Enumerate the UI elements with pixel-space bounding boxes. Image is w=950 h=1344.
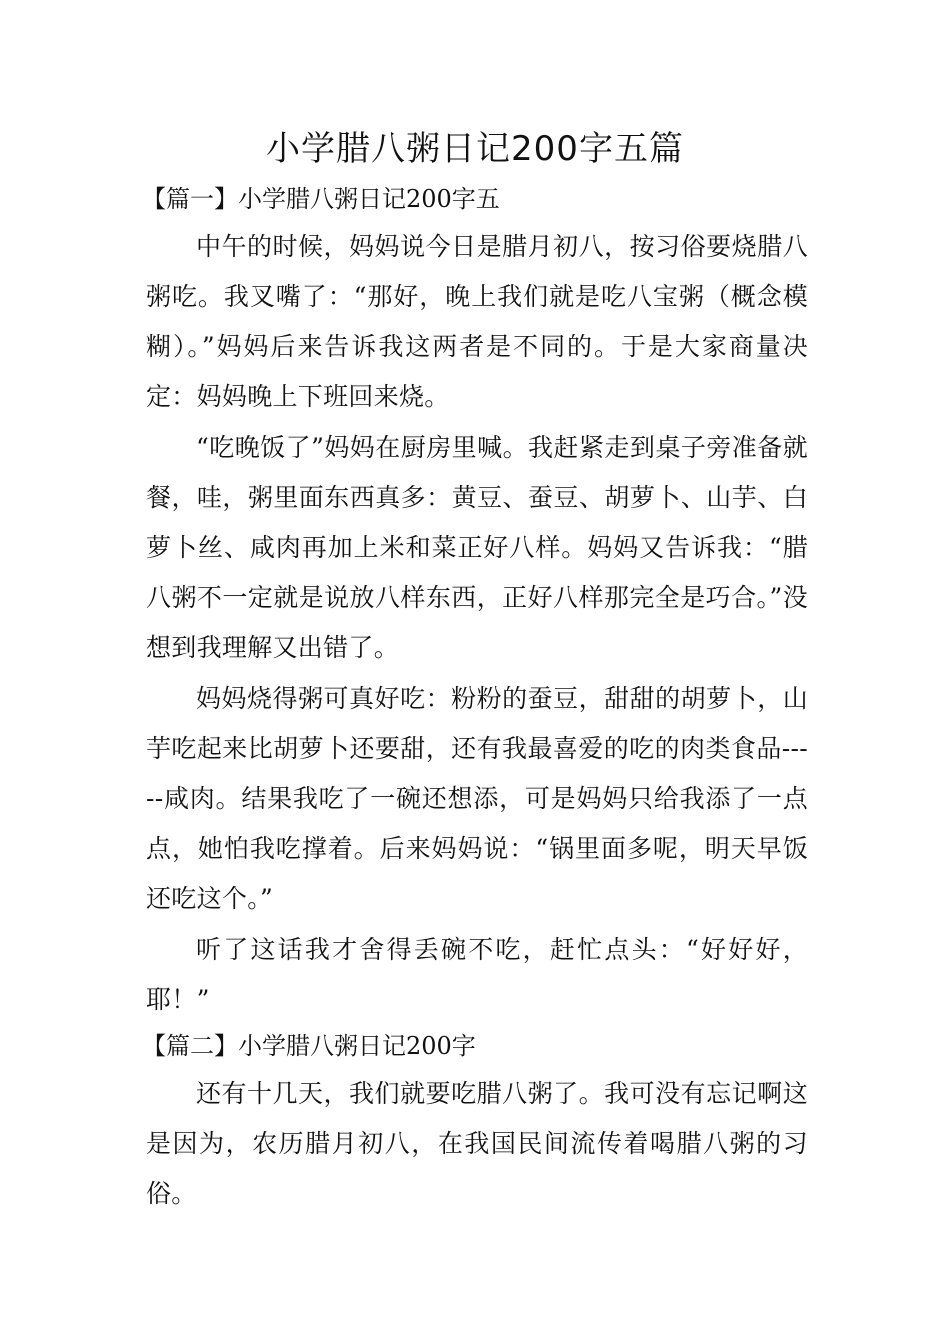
paragraph: “吃晚饭了”妈妈在厨房里喊。我赶紧走到桌子旁准备就餐，哇，粥里面东西真多：黄豆、蚕豆、胡萝卜、山芋、白萝卜丝、咸肉再加上米和菜正好八样。妈妈又告诉我：“腊八粥不一定就是说放八样东西，正好八样那完全是巧合。”没想到我理解又出错了。 — [146, 433, 808, 662]
paragraph: 中午的时候，妈妈说今日是腊月初八，按习俗要烧腊八粥吃。我叉嘴了：“那好，晚上我们就是吃八宝粥（概念模糊）。”妈妈后来告诉我这两者是不同的。于是大家商量决定：妈妈晚上下班回来烧。 — [146, 232, 808, 411]
paragraph: 还有十几天，我们就要吃腊八粥了。我可没有忘记啊这是因为，农历腊月初八，在我国民间流传着喝腊八粥的习俗。 — [146, 1079, 808, 1208]
paragraph: 听了这话我才舍得丢碗不吃，赶忙点头：“好好好，耶！” — [146, 935, 808, 1014]
document-body — [142, 179, 808, 1220]
paragraph: 妈妈烧得粥可真好吃：粉粉的蚕豆，甜甜的胡萝卜，山芋吃起来比胡萝卜还要甜，还有我最喜爱的吃的肉类食品-----咸肉。结果我吃了一碗还想添，可是妈妈只给我添了一点点，她怕我吃撑着。后来妈妈说：“锅里面多呢，明天早饭还吃这个。” — [146, 684, 808, 913]
section-heading-2: 【篇二】小学腊八粥日记200字 — [142, 1032, 476, 1060]
section-heading-1: 【篇一】小学腊八粥日记200字五 — [142, 185, 500, 213]
document-title: 小学腊八粥日记200字五篇 — [266, 129, 684, 169]
